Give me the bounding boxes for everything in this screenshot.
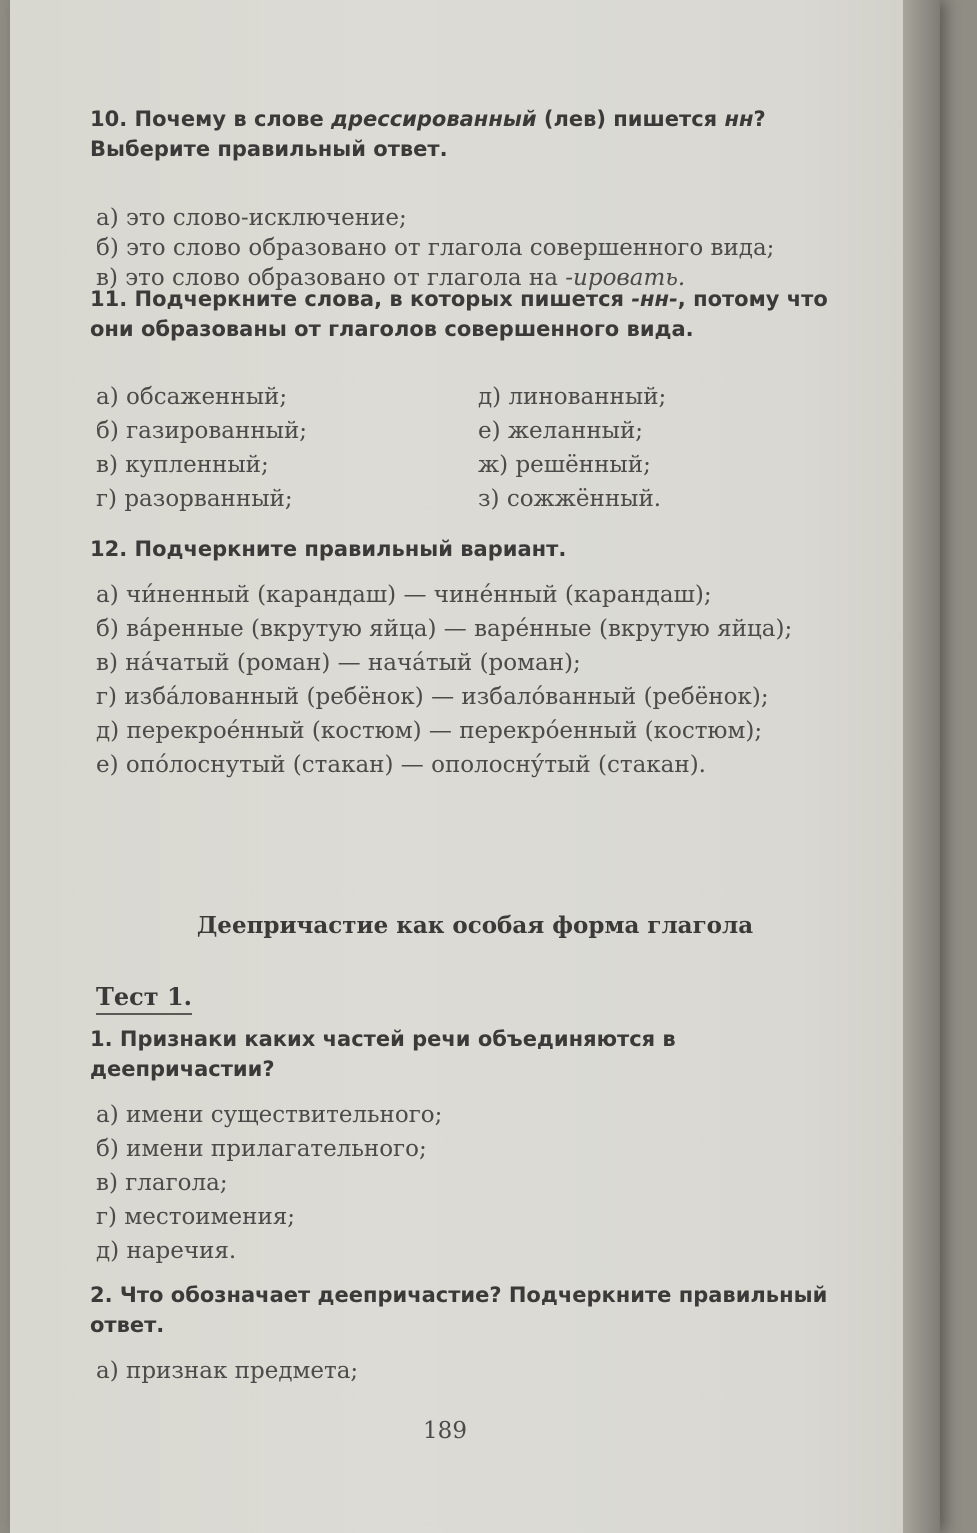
list-item: ж) решённый; xyxy=(478,452,651,478)
question-text: , потому что они образованы от глаголов совершенного вида. xyxy=(90,287,828,341)
question-11 xyxy=(90,284,830,344)
test-question-1: 1. Признаки каких частей речи объединяются в деепричастии? xyxy=(90,1027,676,1081)
question-nn: -нн- xyxy=(631,287,678,311)
question-word: дрессированный xyxy=(331,107,537,131)
answer-text: в) это слово образовано от глагола на xyxy=(96,265,558,291)
question-text: Почему в слове xyxy=(134,107,324,131)
q11-right-options xyxy=(478,380,818,516)
list-item: е) желанный; xyxy=(478,418,644,444)
list-item: а) признак предмета; xyxy=(96,1358,359,1384)
list-item: е) опо́лоснутый (стакан) — ополосну́тый (стакан). xyxy=(96,752,706,778)
question-10 xyxy=(90,104,830,164)
list-item: а) обсаженный; xyxy=(96,384,288,410)
question-12: 12. Подчеркните правильный вариант. xyxy=(90,537,567,561)
list-item: а) чи́ненный (карандаш) — чине́нный (карандаш); xyxy=(96,582,712,608)
list-item: з) сожжённый. xyxy=(478,486,662,512)
list-item: а) имени существительного; xyxy=(96,1102,443,1128)
list-item: д) перекрое́нный (костюм) — перекро́енный (костюм); xyxy=(96,718,763,744)
page-number: 189 xyxy=(423,1418,467,1444)
q12-options xyxy=(96,578,826,782)
answer-suffix: -ировать. xyxy=(565,265,686,291)
question-nn: нн xyxy=(724,107,754,131)
test-q2-options xyxy=(96,1354,856,1388)
test-q1-options xyxy=(96,1098,856,1268)
question-text: 11. Подчеркните слова, в которых пишется xyxy=(90,287,625,311)
list-item: г) разорванный; xyxy=(96,486,293,512)
book-page xyxy=(10,0,940,1533)
answer-line: а) это слово-исключение; xyxy=(96,205,407,231)
list-item: в) купленный; xyxy=(96,452,269,478)
list-item: г) местоимения; xyxy=(96,1204,296,1230)
answer-line: б) это слово образовано от глагола совершенного вида; xyxy=(96,235,775,261)
q11-left-options xyxy=(96,380,456,516)
question-text: (лев) пишется xyxy=(543,107,718,131)
section-title: Деепричастие как особая форма глагола xyxy=(196,912,754,939)
list-item: б) имени прилагательного; xyxy=(96,1136,427,1162)
test-question-2: 2. Что обозначает деепричастие? Подчеркните правильный ответ. xyxy=(90,1283,828,1337)
list-item: д) линованный; xyxy=(478,384,667,410)
page-edge xyxy=(903,0,940,1533)
question-text: ? Выберите правильный ответ. xyxy=(90,107,766,161)
list-item: б) ва́ренные (вкрутую яйца) — варе́нные (вкрутую яйца); xyxy=(96,616,793,642)
list-item: д) наречия. xyxy=(96,1238,237,1264)
list-item: г) изба́лованный (ребёнок) — избало́ванный (ребёнок); xyxy=(96,684,769,710)
list-item: в) глагола; xyxy=(96,1170,228,1196)
list-item: в) на́чатый (роман) — нача́тый (роман); xyxy=(96,650,581,676)
question-number: 10. xyxy=(90,107,128,131)
test-title: Тест 1. xyxy=(96,982,192,1015)
list-item: б) газированный; xyxy=(96,418,308,444)
